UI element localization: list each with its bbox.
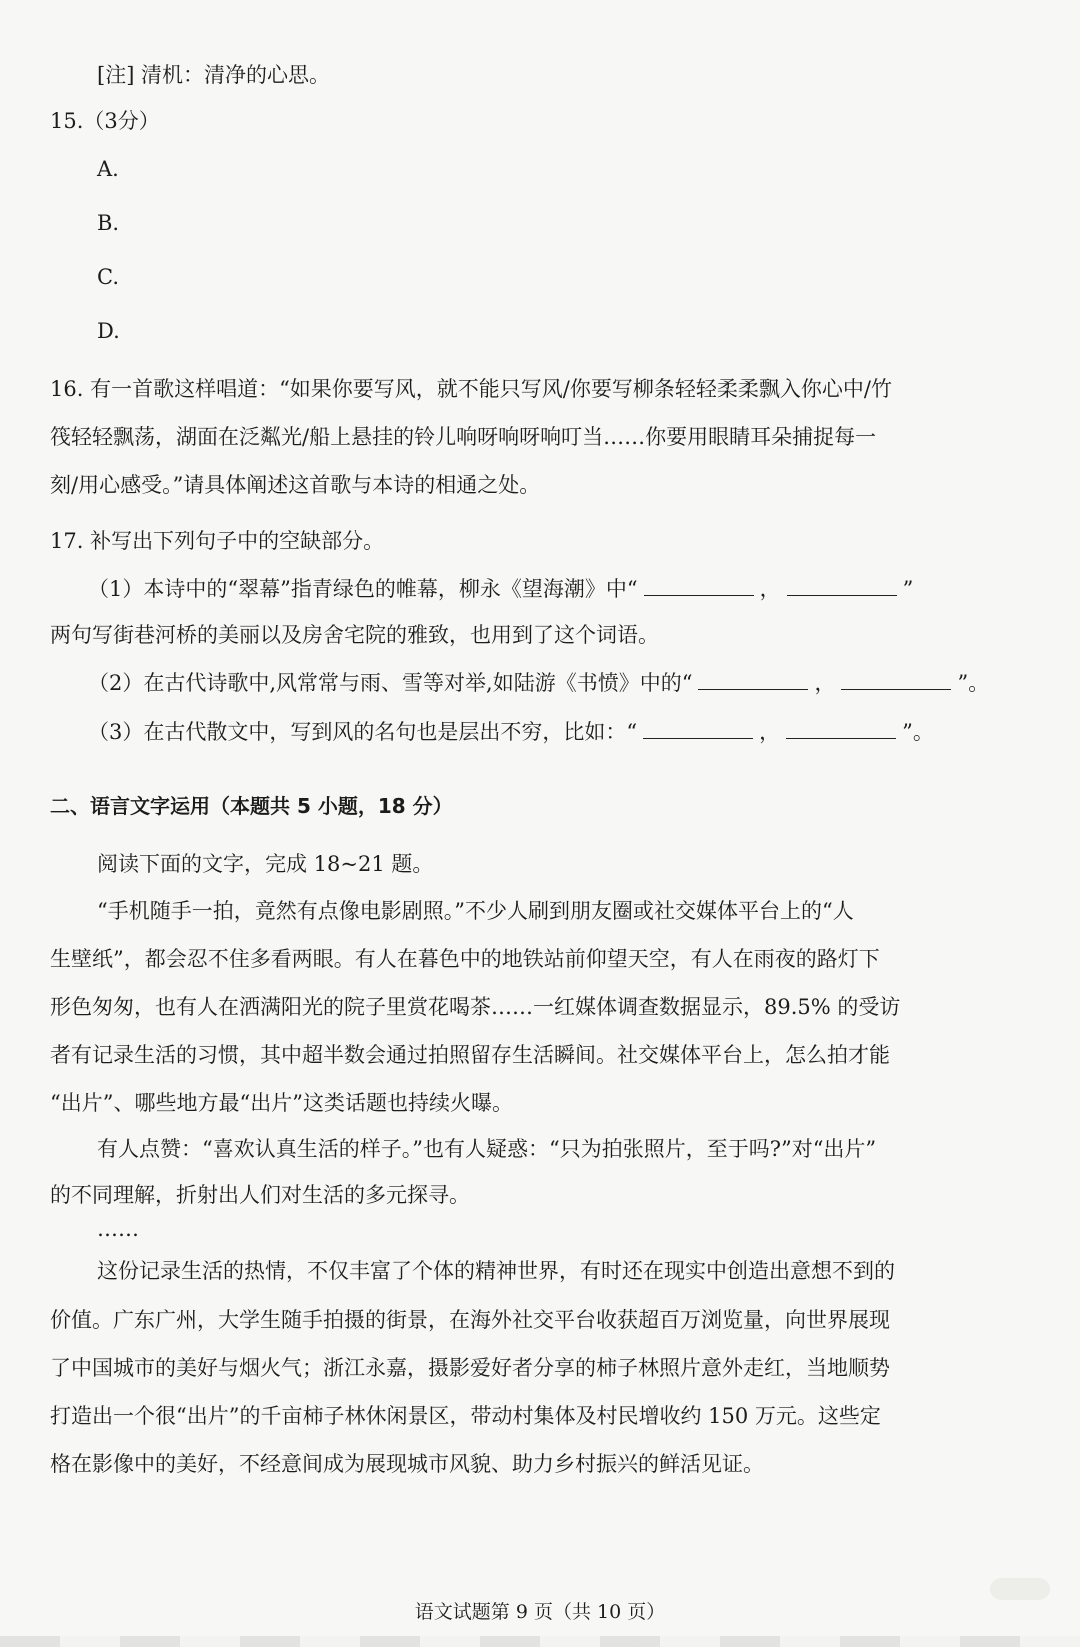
passage-line: 了中国城市的美好与烟火气；浙江永嘉，摄影爱好者分享的柿子林照片意外走红，当地顺势 xyxy=(50,1356,890,1380)
close-quote-period: ”。 xyxy=(957,671,990,695)
option-b: B. xyxy=(97,211,120,235)
reading-instruction: 阅读下面的文字，完成 18~21 题。 xyxy=(97,852,434,876)
passage-line: 形色匆匆，也有人在洒满阳光的院子里赏花喝茶……一红媒体调查数据显示，89.5% 的受访 xyxy=(50,995,901,1019)
passage-ellipsis: …… xyxy=(97,1217,139,1241)
question-15-title: 15.（3分） xyxy=(50,109,160,133)
option-c: C. xyxy=(97,265,119,289)
page-footer: 语文试题第 9 页（共 10 页） xyxy=(414,1601,666,1623)
question-16-line-2: 筏轻轻飘荡，湖面在泛粼光/船上悬挂的铃儿响呀响呀响叮当……你要用眼睛耳朵捕捉每一 xyxy=(50,425,877,449)
question-17-item-1 xyxy=(88,573,913,604)
question-16-line-3: 刻/用心感受。”请具体阐述这首歌与本诗的相通之处。 xyxy=(50,473,541,497)
question-17-title: 17. 补写出下列句子中的空缺部分。 xyxy=(50,529,385,553)
passage-line: 生壁纸”，都会忍不住多看两眼。有人在暮色中的地铁站前仰望天空，有人在雨夜的路灯下 xyxy=(50,947,880,971)
question-17-item-2 xyxy=(88,667,989,698)
option-d: D. xyxy=(97,319,120,343)
question-16-line-1: 16. 有一首歌这样唱道：“如果你要写风，就不能只写风/你要写柳条轻轻柔柔飘入你心中/竹 xyxy=(50,377,892,401)
fill-blank[interactable] xyxy=(841,667,951,690)
close-quote-period: ”。 xyxy=(902,720,934,744)
option-a: A. xyxy=(97,157,119,181)
comma: ， xyxy=(814,671,836,695)
comma: ， xyxy=(759,720,781,744)
passage-line: “手机随手一拍，竟然有点像电影剧照。”不少人刷到朋友圈或社交媒体平台上的“人 xyxy=(97,899,854,923)
watermark-mark xyxy=(990,1578,1050,1600)
next-page-edge xyxy=(0,1636,1080,1647)
question-17-item-1-cont: 两句写街巷河桥的美丽以及房舍宅院的雅致，也用到了这个词语。 xyxy=(50,623,659,647)
passage-line: “出片”、哪些地方最“出片”这类话题也持续火曝。 xyxy=(50,1091,513,1115)
passage-line: 价值。广东广州，大学生随手拍摄的街景，在海外社交平台收获超百万浏览量，向世界展现 xyxy=(50,1308,890,1332)
close-quote: ” xyxy=(902,577,914,601)
item-1-text: （1）本诗中的“翠幕”指青绿色的帷幕，柳永《望海潮》中“ xyxy=(88,577,638,601)
passage-line: 有人点赞：“喜欢认真生活的样子。”也有人疑惑：“只为拍张照片，至于吗?”对“出片” xyxy=(97,1137,877,1161)
fill-blank[interactable] xyxy=(643,716,753,739)
comma: ， xyxy=(759,577,781,601)
fill-blank[interactable] xyxy=(698,667,808,690)
passage-line: 这份记录生活的热情，不仅丰富了个体的精神世界，有时还在现实中创造出意想不到的 xyxy=(97,1259,895,1283)
fill-blank[interactable] xyxy=(787,573,897,596)
fill-blank[interactable] xyxy=(644,573,754,596)
section-2-title: 二、语言文字运用（本题共 5 小题，18 分） xyxy=(50,794,453,818)
annotation-note: [注] 清机：清净的心思。 xyxy=(97,63,331,87)
passage-line: 打造出一个很“出片”的千亩柿子林休闲景区，带动村集体及村民增收约 150 万元。这些定 xyxy=(50,1404,881,1428)
item-2-text: （2）在古代诗歌中,风常常与雨、雪等对举,如陆游《书愤》中的“ xyxy=(88,671,693,695)
fill-blank[interactable] xyxy=(786,716,896,739)
item-3-text: （3）在古代散文中，写到风的名句也是层出不穷，比如：“ xyxy=(88,720,638,744)
passage-line: 的不同理解，折射出人们对生活的多元探寻。 xyxy=(50,1183,470,1207)
question-17-item-3 xyxy=(88,716,934,747)
passage-line: 者有记录生活的习惯，其中超半数会通过拍照留存生活瞬间。社交媒体平台上，怎么拍才能 xyxy=(50,1043,890,1067)
passage-line: 格在影像中的美好，不经意间成为展现城市风貌、助力乡村振兴的鲜活见证。 xyxy=(50,1452,764,1476)
